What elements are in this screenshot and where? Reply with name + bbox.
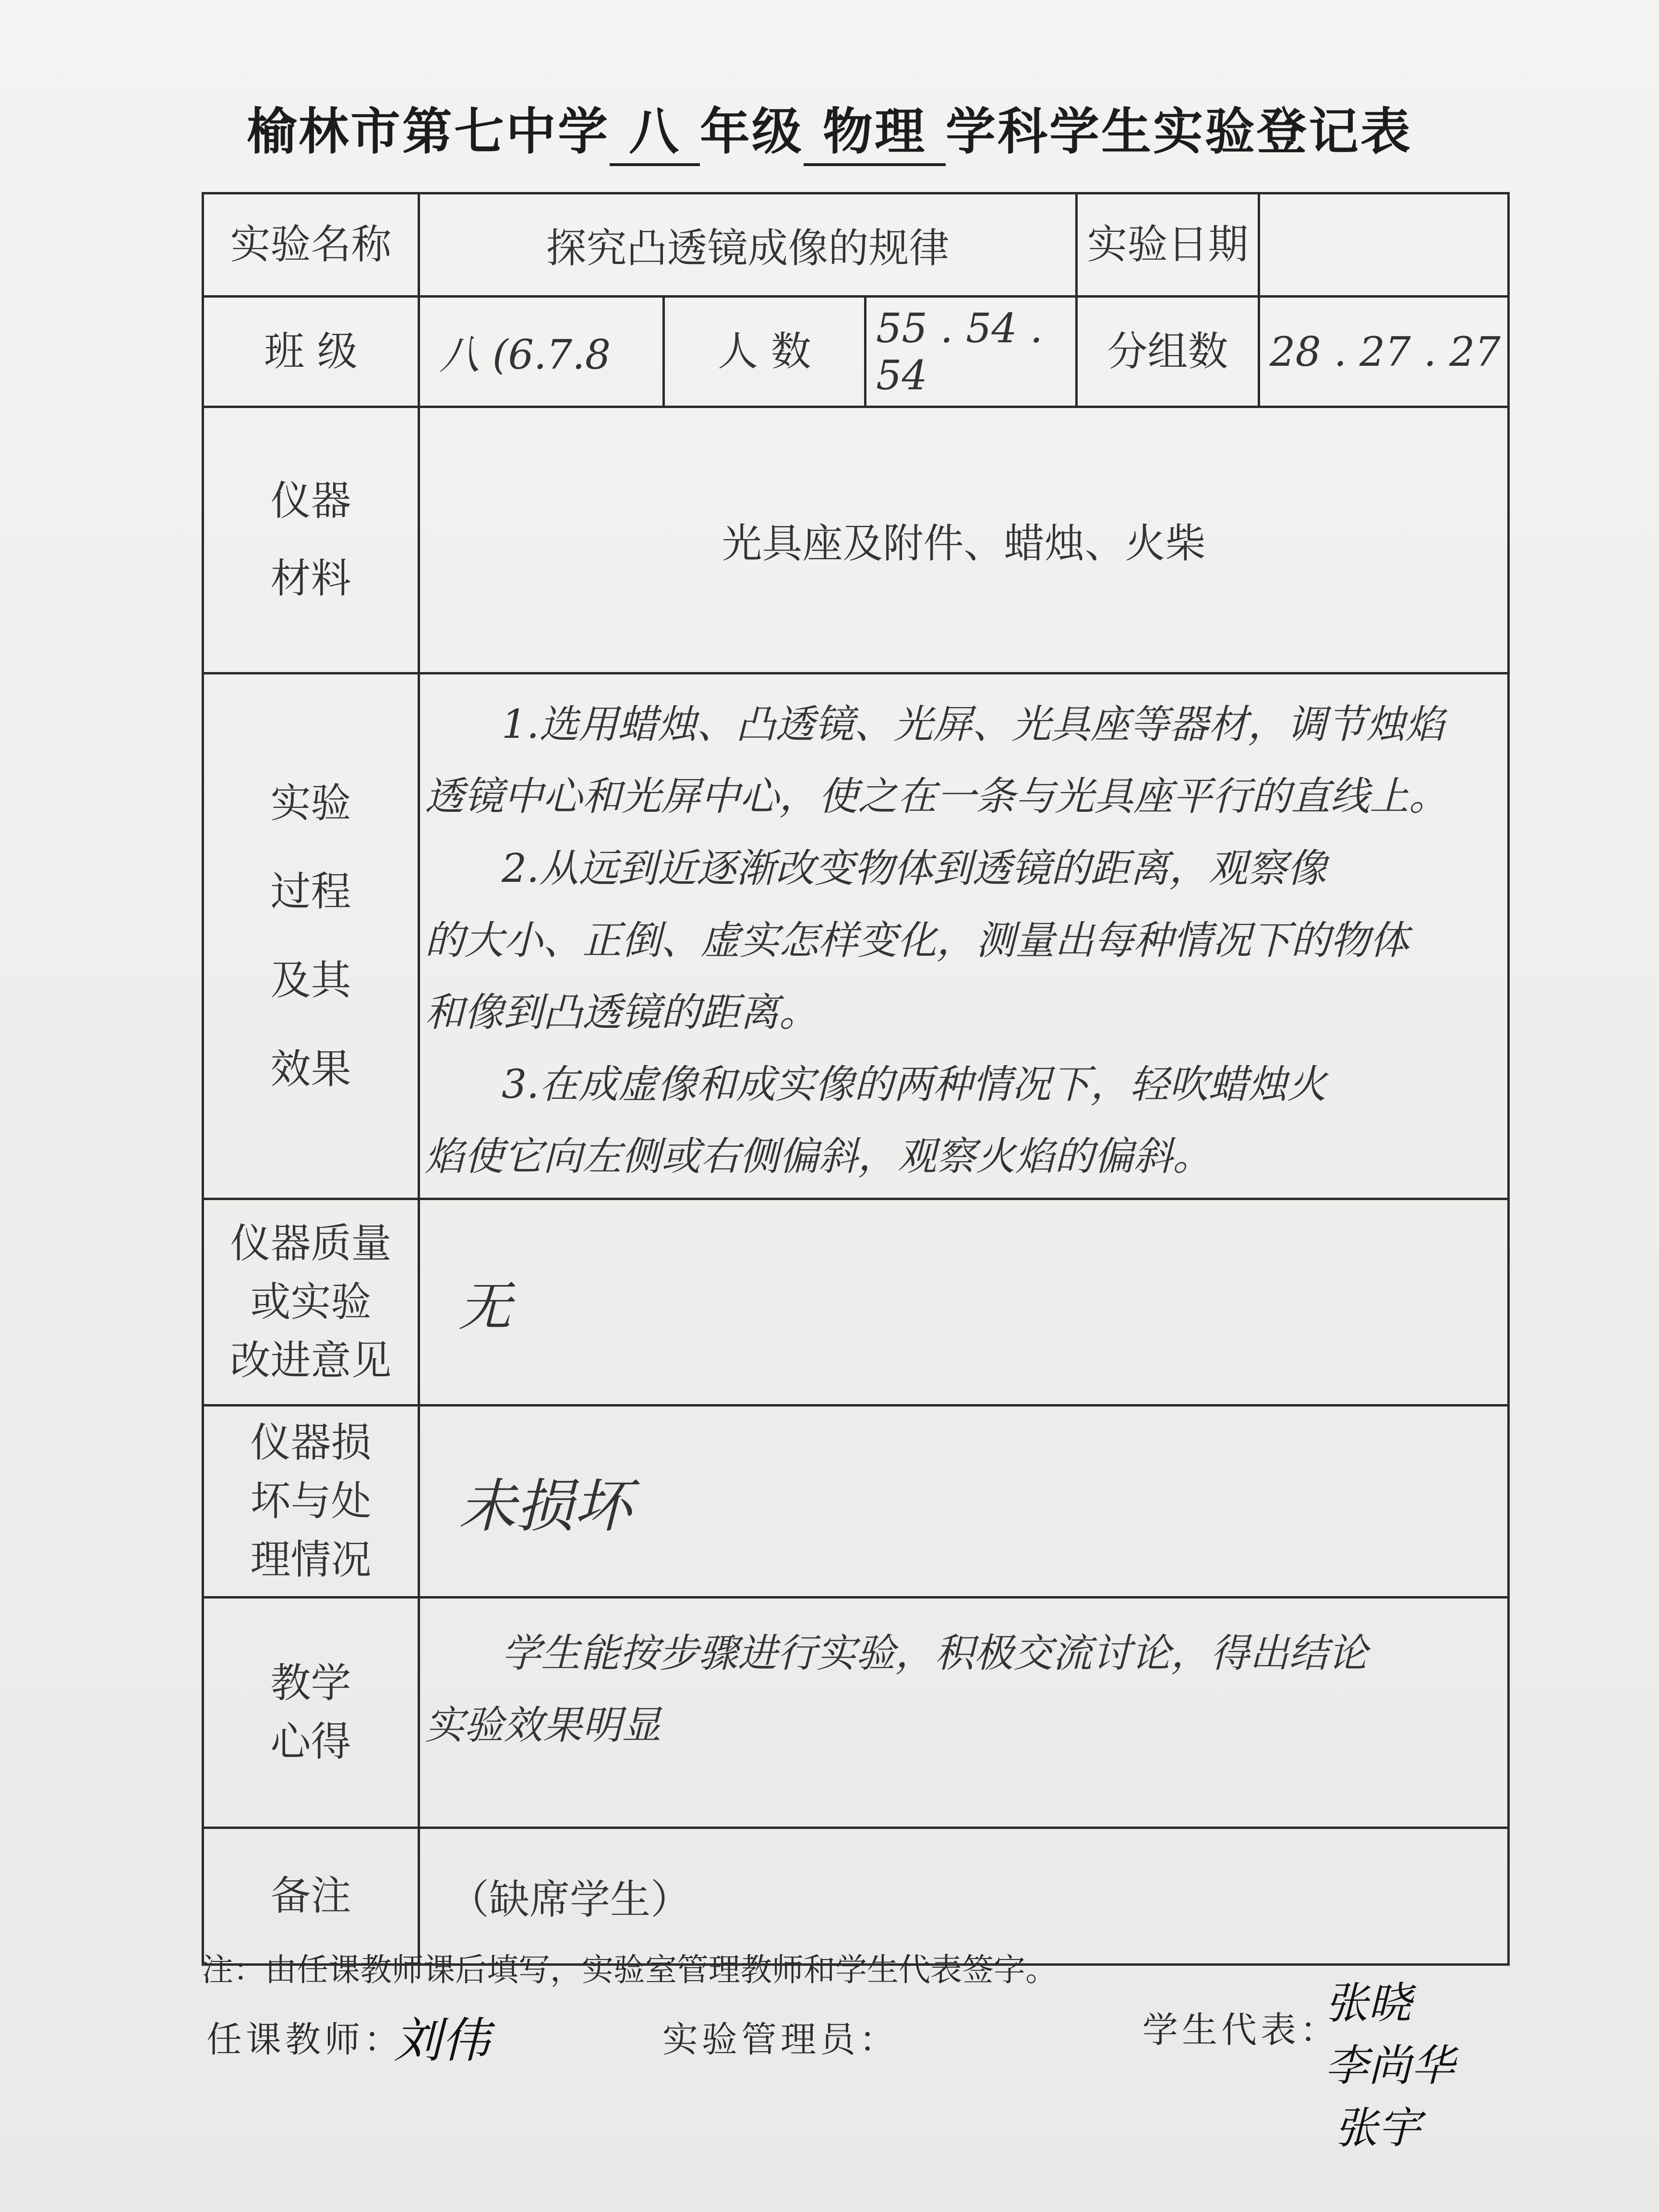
- title-grade: 八: [610, 91, 700, 166]
- groups-value[interactable]: 28 . 27 . 27: [1259, 297, 1509, 407]
- quality-label: [203, 1199, 419, 1406]
- process-line: 1.选用蜡烛、凸透镜、光屏、光具座等器材，调节烛焰: [502, 702, 1445, 747]
- teaching-label-line-1: 教学: [270, 1659, 351, 1707]
- process-line: 2.从远到近逐渐改变物体到透镜的距离，观察像: [502, 846, 1327, 892]
- student-label: 学生代表：: [1142, 2009, 1339, 2051]
- process-label-line-1: 实验: [270, 779, 351, 827]
- people-label: 人 数: [664, 297, 866, 407]
- page-title: [0, 91, 1659, 166]
- process-line: 透镜中心和光屏中心，使之在一条与光具座平行的直线上。: [425, 774, 1448, 820]
- experiment-form-table: [202, 192, 1510, 1966]
- footer-note: 注：由任课教师课后填写，实验室管理教师和学生代表签字。: [202, 1951, 1057, 1988]
- teaching-label: [203, 1598, 419, 1828]
- process-label: [203, 673, 419, 1199]
- row-experiment-name: [203, 193, 1509, 297]
- process-label-line-4: 效果: [270, 1045, 351, 1093]
- student-signature-1[interactable]: 张晓: [1325, 1978, 1411, 2029]
- title-suffix: 学科学生实验登记表: [946, 102, 1413, 161]
- groups-label: 分组数: [1077, 297, 1259, 407]
- row-class-info: [203, 297, 1509, 407]
- materials-value[interactable]: 光具座及附件、蜡烛、火柴: [419, 407, 1509, 673]
- teacher-signature[interactable]: 刘伟: [394, 2012, 490, 2068]
- teacher-label: 任课教师：: [206, 2019, 403, 2060]
- process-line: 3.在成虚像和成实像的两种情况下，轻吹蜡烛火: [502, 1062, 1327, 1108]
- quality-label-line-3: 改进意见: [230, 1336, 392, 1384]
- remarks-label: 备注: [203, 1828, 419, 1965]
- quality-label-line-2: 或实验: [250, 1278, 372, 1325]
- date-label: 实验日期: [1077, 193, 1259, 297]
- title-school: 榆林市第七中学: [246, 102, 610, 161]
- materials-label-line-1: 仪器: [270, 477, 351, 525]
- class-value[interactable]: 八 (6.7.8: [419, 297, 664, 407]
- process-line: 的大小、正倒、虚实怎样变化，测量出每种情况下的物体: [425, 918, 1409, 964]
- teaching-value[interactable]: [419, 1598, 1509, 1828]
- quality-value[interactable]: 无: [419, 1199, 1509, 1406]
- teaching-label-line-2: 心得: [270, 1718, 351, 1765]
- row-teaching: [203, 1598, 1509, 1828]
- process-line: 和像到凸透镜的距离。: [425, 990, 818, 1036]
- process-value[interactable]: [419, 673, 1509, 1199]
- name-label: 实验名称: [203, 193, 419, 297]
- damage-label-line-2: 坏与处: [250, 1477, 372, 1525]
- teaching-line: 学生能按步骤进行实验，积极交流讨论，得出结论: [502, 1631, 1368, 1677]
- process-line: 焰使它向左侧或右侧偏斜，观察火焰的偏斜。: [425, 1134, 1212, 1180]
- name-value[interactable]: 探究凸透镜成像的规律: [419, 193, 1077, 297]
- admin-label: 实验管理员：: [662, 2019, 899, 2060]
- damage-label-line-3: 理情况: [250, 1536, 372, 1583]
- people-value[interactable]: 55 . 54 . 54: [866, 297, 1077, 407]
- row-materials: [203, 407, 1509, 673]
- process-label-line-3: 及其: [270, 957, 351, 1004]
- materials-label: [203, 407, 419, 673]
- title-subject: 物理: [804, 91, 946, 166]
- student-signature-3[interactable]: 张宇: [1334, 2103, 1421, 2153]
- title-grade-suffix: 年级: [699, 102, 804, 161]
- row-quality: [203, 1199, 1509, 1406]
- student-signature-2[interactable]: 李尚华: [1325, 2041, 1455, 2091]
- row-damage: [203, 1406, 1509, 1598]
- process-label-line-2: 过程: [270, 868, 351, 915]
- quality-label-line-1: 仪器质量: [230, 1220, 392, 1267]
- row-process: [203, 673, 1509, 1199]
- damage-value[interactable]: 未损坏: [419, 1406, 1509, 1598]
- class-label: 班 级: [203, 297, 419, 407]
- materials-label-line-2: 材料: [270, 555, 351, 602]
- damage-label: [203, 1406, 419, 1598]
- damage-label-line-1: 仪器损: [250, 1419, 372, 1467]
- remarks-value[interactable]: （缺席学生）: [419, 1828, 1509, 1965]
- date-value[interactable]: [1259, 193, 1509, 297]
- teaching-line: 实验效果明显: [425, 1703, 661, 1749]
